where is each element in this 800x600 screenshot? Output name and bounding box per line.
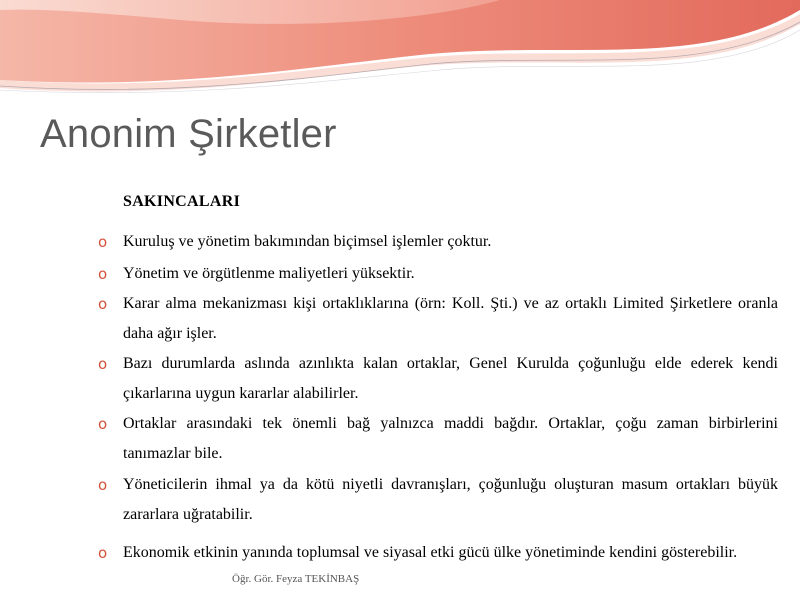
bullet-item	[98, 470, 778, 530]
bullet-circle-icon: o	[98, 295, 108, 313]
bullet-text: Bazı durumlarda aslında azınlıkta kalan ortaklar, Genel Kurulda çoğunluğu elde ederek kendi çıkarlarına uygun kararlar alabilirler.	[123, 355, 778, 402]
bullet-circle-icon: o	[98, 265, 108, 283]
bullet-item	[98, 538, 778, 568]
bullet-circle-icon: o	[98, 415, 108, 433]
bullet-circle-icon: o	[98, 544, 108, 562]
bullet-item	[98, 259, 778, 289]
footer-author: Öğr. Gör. Feyza TEKİNBAŞ	[232, 573, 360, 585]
bullet-text: Kuruluş ve yönetim bakımından biçimsel işlemler çoktur.	[123, 233, 492, 250]
bullet-circle-icon: o	[98, 355, 108, 373]
bullet-item	[98, 227, 778, 257]
section-heading: SAKINCALARI	[123, 193, 241, 210]
bullet-circle-icon: o	[98, 476, 108, 494]
bullet-list	[98, 227, 778, 568]
bullet-item	[98, 289, 778, 349]
bullet-item	[98, 349, 778, 409]
slide-title: Anonim Şirketler	[40, 112, 337, 156]
bullet-text: Ekonomik etkinin yanında toplumsal ve siyasal etki gücü ülke yönetiminde kendini gösterebilir.	[123, 544, 738, 561]
bullet-text: Karar alma mekanizması kişi ortaklıklarına (örn: Koll. Şti.) ve az ortaklı Limited Şirketlere oranla daha ağır işler.	[123, 295, 778, 342]
bullet-item	[98, 409, 778, 469]
bullet-text: Ortaklar arasındaki tek önemli bağ yalnızca maddi bağdır. Ortaklar, çoğu zaman birbirlerini tanımazlar bile.	[123, 415, 778, 462]
bullet-text: Yöneticilerin ihmal ya da kötü niyetli davranışları, çoğunluğu oluşturan masum ortakları büyük zararlara uğratabilir.	[123, 476, 778, 523]
header-wave-decoration	[0, 0, 800, 100]
bullet-circle-icon: o	[98, 233, 108, 251]
bullet-text: Yönetim ve örgütlenme maliyetleri yüksektir.	[123, 265, 415, 282]
